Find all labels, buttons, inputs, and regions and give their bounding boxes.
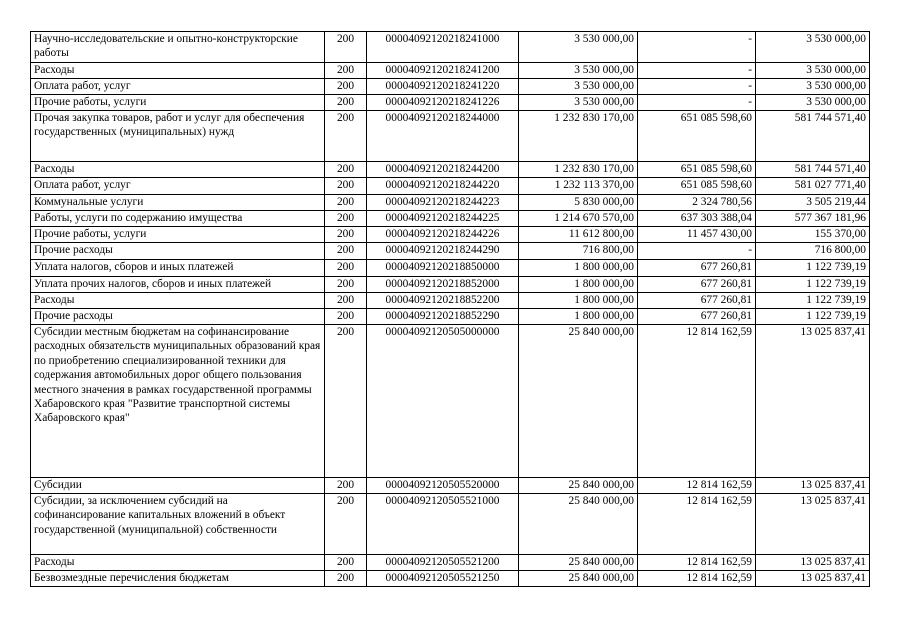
row-name-cell: Прочие расходы: [31, 243, 325, 260]
row-approved-amount-cell: 25 840 000,00: [519, 571, 638, 587]
table-row: [31, 293, 870, 309]
row-remaining-amount-cell: 13 025 837,41: [756, 571, 870, 587]
row-remaining-amount-cell: 3 505 219,44: [756, 195, 870, 211]
row-line-code-cell: 200: [325, 195, 367, 211]
row-approved-amount-cell: 3 530 000,00: [519, 63, 638, 79]
table-row: [31, 111, 870, 162]
row-name-cell: Безвозмездные перечисления бюджетам: [31, 571, 325, 587]
row-line-code-cell: 200: [325, 111, 367, 162]
row-approved-amount-cell: 25 840 000,00: [519, 325, 638, 478]
row-approved-amount-cell: 5 830 000,00: [519, 195, 638, 211]
row-line-code-cell: 200: [325, 478, 367, 494]
row-approved-amount-cell: 3 530 000,00: [519, 32, 638, 63]
row-name-cell: Работы, услуги по содержанию имущества: [31, 211, 325, 227]
row-executed-amount-cell: 12 814 162,59: [638, 325, 756, 478]
row-name-cell: Прочие работы, услуги: [31, 95, 325, 111]
row-remaining-amount-cell: 581 027 771,40: [756, 178, 870, 195]
row-budget-classification-code-cell: 00004092120218244200: [367, 162, 519, 178]
row-executed-amount-cell: 651 085 598,60: [638, 178, 756, 195]
row-name-cell: Прочая закупка товаров, работ и услуг для обеспечения государственных (муниципальных) нужд: [31, 111, 325, 162]
row-budget-classification-code-cell: 00004092120218244290: [367, 243, 519, 260]
table-row: [31, 195, 870, 211]
row-budget-classification-code-cell: 00004092120505521000: [367, 494, 519, 555]
row-name-cell: Расходы: [31, 63, 325, 79]
row-approved-amount-cell: 1 800 000,00: [519, 293, 638, 309]
row-budget-classification-code-cell: 00004092120218852290: [367, 309, 519, 325]
row-line-code-cell: 200: [325, 309, 367, 325]
table-row: [31, 227, 870, 243]
row-name-cell: Расходы: [31, 293, 325, 309]
table-row: [31, 309, 870, 325]
row-executed-amount-cell: 677 260,81: [638, 277, 756, 293]
row-name-cell: Субсидии местным бюджетам на софинансирование расходных обязательств муниципальных образований края по приобретению специализированной техники для содержания автомобильных дорог общего пользования местного значения в рамках государственной программы Хабаровского края "Развитие транспортной системы Хабаровского края": [31, 325, 325, 478]
row-budget-classification-code-cell: 00004092120505520000: [367, 478, 519, 494]
row-line-code-cell: 200: [325, 277, 367, 293]
row-budget-classification-code-cell: 00004092120218852200: [367, 293, 519, 309]
row-executed-amount-cell: 2 324 780,56: [638, 195, 756, 211]
row-remaining-amount-cell: 1 122 739,19: [756, 293, 870, 309]
row-executed-amount-cell: 677 260,81: [638, 293, 756, 309]
table-row: [31, 571, 870, 587]
table-row: [31, 260, 870, 277]
row-name-cell: Уплата налогов, сборов и иных платежей: [31, 260, 325, 277]
row-executed-amount-cell: 651 085 598,60: [638, 111, 756, 162]
row-line-code-cell: 200: [325, 260, 367, 277]
row-budget-classification-code-cell: 00004092120505000000: [367, 325, 519, 478]
row-line-code-cell: 200: [325, 162, 367, 178]
row-budget-classification-code-cell: 00004092120505521200: [367, 555, 519, 571]
row-executed-amount-cell: 12 814 162,59: [638, 555, 756, 571]
row-executed-amount-cell: 651 085 598,60: [638, 162, 756, 178]
row-approved-amount-cell: 3 530 000,00: [519, 79, 638, 95]
row-executed-amount-cell: 637 303 388,04: [638, 211, 756, 227]
row-budget-classification-code-cell: 00004092120218244226: [367, 227, 519, 243]
row-remaining-amount-cell: 3 530 000,00: [756, 32, 870, 63]
table-row: [31, 95, 870, 111]
table-row: [31, 162, 870, 178]
row-approved-amount-cell: 1 800 000,00: [519, 309, 638, 325]
table-row: [31, 243, 870, 260]
row-name-cell: Прочие работы, услуги: [31, 227, 325, 243]
row-budget-classification-code-cell: 00004092120218244223: [367, 195, 519, 211]
row-approved-amount-cell: 1 214 670 570,00: [519, 211, 638, 227]
row-remaining-amount-cell: 581 744 571,40: [756, 111, 870, 162]
row-executed-amount-cell: 11 457 430,00: [638, 227, 756, 243]
row-remaining-amount-cell: 577 367 181,96: [756, 211, 870, 227]
row-approved-amount-cell: 25 840 000,00: [519, 555, 638, 571]
table-body: [31, 32, 870, 587]
row-name-cell: Коммунальные услуги: [31, 195, 325, 211]
table-row: [31, 325, 870, 478]
table-row: [31, 277, 870, 293]
row-approved-amount-cell: 1 232 113 370,00: [519, 178, 638, 195]
row-budget-classification-code-cell: 00004092120218850000: [367, 260, 519, 277]
row-name-cell: Оплата работ, услуг: [31, 79, 325, 95]
row-remaining-amount-cell: 13 025 837,41: [756, 555, 870, 571]
row-approved-amount-cell: 1 232 830 170,00: [519, 162, 638, 178]
row-line-code-cell: 200: [325, 95, 367, 111]
row-name-cell: Субсидии: [31, 478, 325, 494]
table-row: [31, 32, 870, 63]
row-name-cell: Субсидии, за исключением субсидий на софинансирование капитальных вложений в объект государственной (муниципальной) собственности: [31, 494, 325, 555]
row-line-code-cell: 200: [325, 63, 367, 79]
row-line-code-cell: 200: [325, 325, 367, 478]
row-line-code-cell: 200: [325, 79, 367, 95]
row-line-code-cell: 200: [325, 227, 367, 243]
table-row: [31, 555, 870, 571]
row-remaining-amount-cell: 716 800,00: [756, 243, 870, 260]
row-remaining-amount-cell: 13 025 837,41: [756, 325, 870, 478]
row-remaining-amount-cell: 3 530 000,00: [756, 95, 870, 111]
row-name-cell: Прочие расходы: [31, 309, 325, 325]
row-remaining-amount-cell: 155 370,00: [756, 227, 870, 243]
row-budget-classification-code-cell: 00004092120218241220: [367, 79, 519, 95]
row-executed-amount-cell: -: [638, 79, 756, 95]
row-approved-amount-cell: 3 530 000,00: [519, 95, 638, 111]
table-row: [31, 478, 870, 494]
budget-execution-table: [30, 31, 870, 587]
row-remaining-amount-cell: 13 025 837,41: [756, 494, 870, 555]
row-executed-amount-cell: 12 814 162,59: [638, 571, 756, 587]
row-budget-classification-code-cell: 00004092120218244220: [367, 178, 519, 195]
row-executed-amount-cell: 677 260,81: [638, 260, 756, 277]
row-approved-amount-cell: 716 800,00: [519, 243, 638, 260]
row-line-code-cell: 200: [325, 571, 367, 587]
row-remaining-amount-cell: 1 122 739,19: [756, 260, 870, 277]
row-approved-amount-cell: 25 840 000,00: [519, 478, 638, 494]
row-line-code-cell: 200: [325, 293, 367, 309]
row-name-cell: Оплата работ, услуг: [31, 178, 325, 195]
row-budget-classification-code-cell: 00004092120218244225: [367, 211, 519, 227]
row-approved-amount-cell: 1 800 000,00: [519, 277, 638, 293]
row-remaining-amount-cell: 13 025 837,41: [756, 478, 870, 494]
table-row: [31, 63, 870, 79]
row-remaining-amount-cell: 1 122 739,19: [756, 277, 870, 293]
table-row: [31, 79, 870, 95]
table-row: [31, 211, 870, 227]
row-executed-amount-cell: 677 260,81: [638, 309, 756, 325]
row-executed-amount-cell: 12 814 162,59: [638, 478, 756, 494]
row-name-cell: Уплата прочих налогов, сборов и иных платежей: [31, 277, 325, 293]
row-remaining-amount-cell: 581 744 571,40: [756, 162, 870, 178]
row-name-cell: Расходы: [31, 555, 325, 571]
row-executed-amount-cell: -: [638, 32, 756, 63]
row-remaining-amount-cell: 3 530 000,00: [756, 79, 870, 95]
table-row: [31, 494, 870, 555]
row-name-cell: Научно-исследовательские и опытно-конструкторские работы: [31, 32, 325, 63]
row-line-code-cell: 200: [325, 211, 367, 227]
row-budget-classification-code-cell: 00004092120218852000: [367, 277, 519, 293]
row-budget-classification-code-cell: 00004092120218241200: [367, 63, 519, 79]
row-executed-amount-cell: -: [638, 95, 756, 111]
row-executed-amount-cell: -: [638, 63, 756, 79]
row-budget-classification-code-cell: 00004092120218241226: [367, 95, 519, 111]
row-line-code-cell: 200: [325, 243, 367, 260]
row-budget-classification-code-cell: 00004092120505521250: [367, 571, 519, 587]
row-approved-amount-cell: 1 232 830 170,00: [519, 111, 638, 162]
row-executed-amount-cell: 12 814 162,59: [638, 494, 756, 555]
row-budget-classification-code-cell: 00004092120218241000: [367, 32, 519, 63]
row-remaining-amount-cell: 1 122 739,19: [756, 309, 870, 325]
row-line-code-cell: 200: [325, 178, 367, 195]
row-approved-amount-cell: 11 612 800,00: [519, 227, 638, 243]
row-line-code-cell: 200: [325, 32, 367, 63]
row-approved-amount-cell: 25 840 000,00: [519, 494, 638, 555]
row-line-code-cell: 200: [325, 555, 367, 571]
row-executed-amount-cell: -: [638, 243, 756, 260]
row-line-code-cell: 200: [325, 494, 367, 555]
row-approved-amount-cell: 1 800 000,00: [519, 260, 638, 277]
table-row: [31, 178, 870, 195]
row-name-cell: Расходы: [31, 162, 325, 178]
row-remaining-amount-cell: 3 530 000,00: [756, 63, 870, 79]
row-budget-classification-code-cell: 00004092120218244000: [367, 111, 519, 162]
